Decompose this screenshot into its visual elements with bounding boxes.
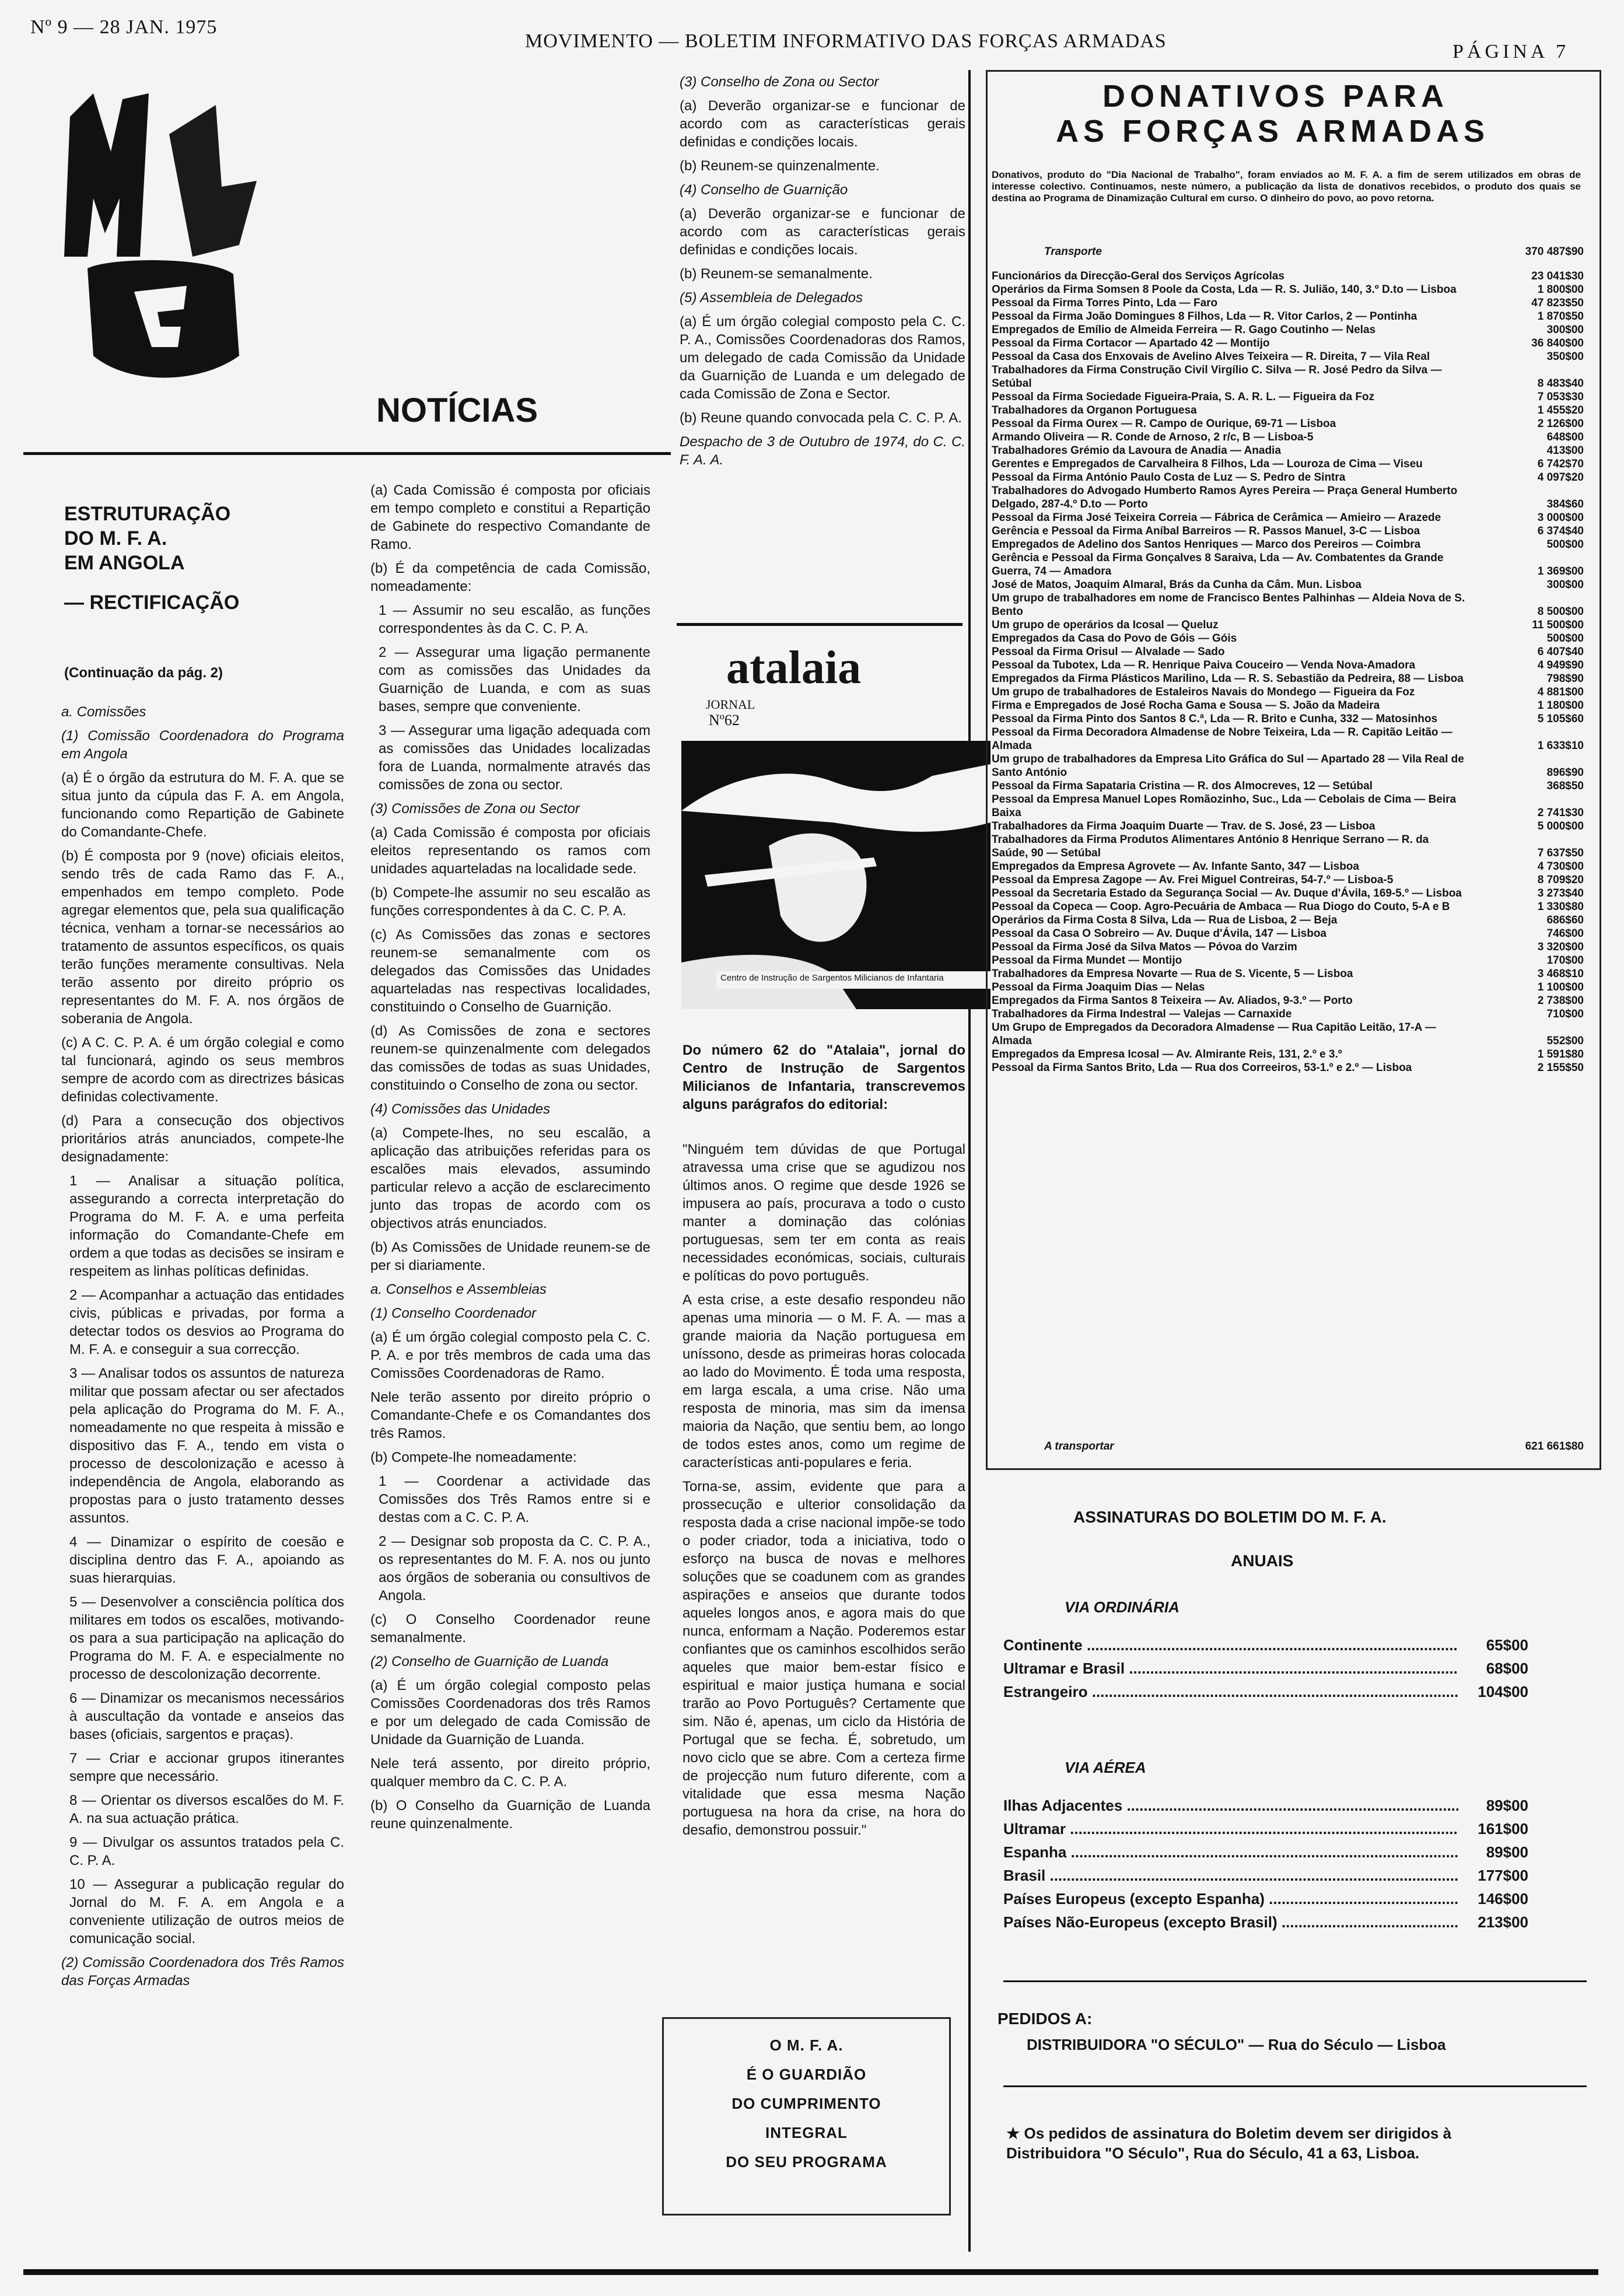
guardiao-line: DO SEU PROGRAMA <box>726 2153 887 2171</box>
article-paragraph: 5 — Desenvolver a consciência política dos militares em todos os escalões, motivando-os para a sua participação na aplicação do Programa do M. F. A. e especialmente no processo de descolonização decorrente. <box>69 1594 344 1682</box>
donation-row <box>992 860 1584 873</box>
transporte-label: Transporte <box>1044 246 1102 258</box>
article-title-line: EM ANGOLA <box>64 552 185 574</box>
via-ordinaria-heading: VIA ORDINÁRIA <box>1065 1598 1180 1616</box>
article-paragraph: 1 — Coordenar a actividade das Comissões dos Três Ramos entre si e destas com a C. C. P. A. <box>379 1474 650 1525</box>
donation-donor: Pessoal da Tubotex, Lda — R. Henrique Paiva Couceiro — Venda Nova-Amadora <box>992 659 1416 671</box>
donation-row <box>992 283 1584 296</box>
donation-donor: Pessoal da Casa dos Enxovais de Avelino Alves Teixeira — R. Direita, 7 — Vila Real <box>992 351 1430 363</box>
transportar-row <box>992 1440 1584 1453</box>
donation-amount: 500$00 <box>1546 538 1584 551</box>
price-value: 68$00 <box>1486 1660 1528 1677</box>
price-value: 65$00 <box>1486 1636 1528 1654</box>
donation-amount: 1 100$00 <box>1537 981 1584 993</box>
donation-donor: Pessoal da Secretaria Estado da Segurança Social — Av. Duque d'Ávila, 169-5.º — Lisboa <box>992 887 1462 900</box>
donation-row <box>992 337 1584 350</box>
donation-donor: Trabalhadores da Firma Produtos Alimentares António 8 Henrique Serrano — R. da Saúde, 90 — Setúbal <box>992 834 1429 859</box>
donation-donor: Gerentes e Empregados de Carvalheira 8 Filhos, Lda — Louroza de Cima — Viseu <box>992 458 1423 470</box>
donation-donor: Pessoal da Firma José da Silva Matos — Póvoa do Varzim <box>992 941 1297 953</box>
article-paragraph: Nele terão assento por direito próprio o Comandante-Chefe e os Comandantes dos três Ramos. <box>370 1390 650 1441</box>
article-paragraph: (d) As Comissões de zona e sectores reunem-se quinzenalmente com delegados das comissões de todas as suas Unidades, constituindo o Conselho de zona ou sector. <box>370 1023 650 1093</box>
price-row <box>1003 1657 1528 1680</box>
price-label: Brasil ..... <box>1003 1864 1458 1887</box>
donation-amount: 4 730$00 <box>1537 860 1584 873</box>
donation-donor: Pessoal da Copeca — Coop. Agro-Pecuária de Ambaca — Rua Diogo do Couto, 5-A e B <box>992 901 1450 913</box>
article-paragraph: (a) Deverão organizar-se e funcionar de acordo com as características gerais definidas e condições locais. <box>680 98 965 150</box>
donation-donor: Trabalhadores do Advogado Humberto Ramos Ayres Pereira — Praça General Humberto Delgado, 287-4.º D.to — Porto <box>992 485 1458 510</box>
donation-amount: 686$60 <box>1546 914 1584 926</box>
article-paragraph: (1) Comissão Coordenadora do Programa em Angola <box>61 728 344 762</box>
donation-donor: Pessoal da Firma Pinto dos Santos 8 C.ª, Lda — R. Brito e Cunha, 332 — Matosinhos <box>992 713 1438 725</box>
donation-row <box>992 1061 1584 1074</box>
atalaia-caption: Centro de Instrução de Sargentos Milicianos de Infantaria <box>720 973 944 983</box>
donation-row <box>992 578 1584 592</box>
donation-amount: 350$00 <box>1546 351 1584 363</box>
donation-row <box>992 430 1584 444</box>
pedidos-label: PEDIDOS A: <box>998 2010 1093 2028</box>
donation-row <box>992 471 1584 484</box>
donation-donor: Pessoal da Firma Orisul — Alvalade — Sado <box>992 646 1225 658</box>
article-paragraph: (a) É o órgão da estrutura do M. F. A. que se situa junto da cúpula das F. A. em Angola, funcionando como Repartição de Gabinete do Comandante-Chefe. <box>61 770 344 840</box>
donation-row <box>992 820 1584 833</box>
price-value: 89$00 <box>1486 1797 1528 1814</box>
donation-amount: 2 155$50 <box>1537 1062 1584 1074</box>
newspaper-title: MOVIMENTO — BOLETIM INFORMATIVO DAS FORÇAS ARMADAS <box>525 30 1167 52</box>
article-paragraph: (2) Conselho de Guarnição de Luanda <box>370 1654 609 1670</box>
price-value: 161$00 <box>1478 1820 1528 1838</box>
donation-amount: 11 500$00 <box>1532 619 1584 631</box>
donation-row <box>992 954 1584 967</box>
via-aerea-prices <box>1003 1794 1528 1934</box>
donation-amount: 7 053$30 <box>1537 391 1584 403</box>
article-paragraph: 10 — Assegurar a publicação regular do Jornal do M. F. A. em Angola e a conveniente utilização de outros meios de comunicação social. <box>69 1877 344 1947</box>
article-column-2 <box>370 481 650 1839</box>
article-paragraph: (c) O Conselho Coordenador reune semanalmente. <box>370 1612 650 1646</box>
donation-donor: Armando Oliveira — R. Conde de Arnoso, 2 r/c, B — Lisboa-5 <box>992 431 1314 443</box>
donation-row <box>992 551 1584 578</box>
donation-row <box>992 940 1584 954</box>
donation-amount: 2 126$00 <box>1537 418 1584 430</box>
donations-list <box>992 270 1584 1074</box>
donation-row <box>992 645 1584 659</box>
price-value: 146$00 <box>1478 1890 1528 1908</box>
donation-amount: 1 180$00 <box>1537 699 1584 712</box>
donation-donor: Pessoal da Firma Ourex — R. Campo de Ourique, 69-71 — Lisboa <box>992 418 1336 430</box>
article-paragraph: (b) Compete-lhe nomeadamente: <box>370 1450 577 1465</box>
donation-row <box>992 685 1584 699</box>
price-row <box>1003 1817 1528 1840</box>
article-paragraph: 8 — Orientar os diversos escalões do M. F. A. na sua actuação prática. <box>69 1793 344 1826</box>
bottom-edge-rule <box>23 2269 1598 2275</box>
atalaia-number: Nº62 <box>709 712 740 729</box>
donation-donor: Pessoal da Firma Santos Brito, Lda — Rua dos Correeiros, 53-1.º e 2.º — Lisboa <box>992 1062 1412 1074</box>
donation-row <box>992 484 1584 511</box>
donation-row <box>992 873 1584 887</box>
donation-row <box>992 927 1584 940</box>
donation-row <box>992 1048 1584 1061</box>
guardiao-line: É O GUARDIÃO <box>746 2066 867 2083</box>
donation-donor: Um Grupo de Empregados da Decoradora Almadense — Rua Capitão Leitão, 17-A — Almada <box>992 1021 1436 1047</box>
donation-donor: Gerência e Pessoal da Firma Aníbal Barreiros — R. Passos Manuel, 3-C — Lisboa <box>992 525 1420 537</box>
article-paragraph: a. Comissões <box>61 704 146 720</box>
donation-donor: Pessoal da Empresa Zagope — Av. Frei Miguel Contreiras, 54-7.º — Lisboa-5 <box>992 874 1394 886</box>
donation-amount: 648$00 <box>1546 431 1584 443</box>
article-paragraph: (1) Conselho Coordenador <box>370 1306 537 1321</box>
price-row <box>1003 1680 1528 1703</box>
donation-amount: 1 369$00 <box>1537 565 1584 578</box>
donation-donor: Um grupo de trabalhadores de Estaleiros Navais do Mondego — Figueira da Foz <box>992 686 1415 698</box>
donativos-title-line: AS FORÇAS ARMADAS <box>1056 114 1489 149</box>
atalaia-soldier-image <box>681 741 991 1009</box>
article-paragraph: (d) Para a consecução dos objectivos prioritários atrás anunciados, compete-lhe designadamente: <box>61 1113 344 1165</box>
price-label: Países Não-Europeus (excepto Brasil) ..... <box>1003 1910 1458 1934</box>
article-paragraph: 2 — Acompanhar a actuação das entidades civis, públicas e privadas, por forma a detectar todos os desvios ao Programa do M. F. A. e conseguir a sua correcção. <box>69 1287 344 1357</box>
atalaia-intro: Do número 62 do "Atalaia", jornal do Centro de Instrução de Sargentos Milicianos de Infantaria, transcrevemos alguns parágrafos do editorial: <box>682 1042 965 1112</box>
atalaia-masthead: atalaia <box>726 642 862 694</box>
price-row <box>1003 1794 1528 1817</box>
article-paragraph: Nele terá assento, por direito próprio, qualquer membro da C. C. P. A. <box>370 1756 650 1790</box>
donation-row <box>992 981 1584 994</box>
donation-amount: 8 709$20 <box>1537 874 1584 886</box>
donativos-title-line: DONATIVOS PARA <box>1102 79 1449 114</box>
donation-row <box>992 417 1584 430</box>
donation-row <box>992 404 1584 417</box>
donation-donor: Pessoal da Firma Sociedade Figueira-Praia, S. A. R. L. — Figueira da Foz <box>992 391 1375 403</box>
editorial-paragraph: A esta crise, a este desafio respondeu não apenas uma minoria — o M. F. A. — mas a grande maioria da Nação portuguesa em uníssono, desde as primeiras horas colocada ao lado do Movimento. É toda uma resposta, em larga escala, a uma crise. Não uma resposta de minoria, mas sim da imensa maioria da Nação, que sentiu bem, ao longo de todos estes anos, como um regime de características anti-populares e feria. <box>682 1292 965 1471</box>
article-paragraph: (b) Compete-lhe assumir no seu escalão as funções correspondentes à da C. C. P. A. <box>370 885 650 919</box>
donation-amount: 500$00 <box>1546 632 1584 645</box>
donativos-intro: Donativos, produto do "Dia Nacional de Trabalho", foram enviados ao M. F. A. a fim de serem utilizados em obras de interesse colectivo. Continuamos, neste número, a publicação da lista de donativos recebidos, o produto dos quais se destina ao Programa de Dinamização Cultural em curso. O dinheiro do povo, ao povo retorna. <box>992 169 1581 204</box>
article-paragraph: (b) Reunem-se quinzenalmente. <box>680 158 880 174</box>
article-paragraph: (3) Conselho de Zona ou Sector <box>680 74 879 90</box>
atalaia-jornal: JORNAL <box>706 697 755 712</box>
article-paragraph: 9 — Divulgar os assuntos tratados pela C. C. P. A. <box>69 1835 344 1868</box>
donation-amount: 2 741$30 <box>1537 807 1584 819</box>
donation-amount: 413$00 <box>1546 444 1584 457</box>
guardiao-line: DO CUMPRIMENTO <box>732 2095 881 2112</box>
donation-amount: 1 633$10 <box>1537 740 1584 752</box>
article-paragraph: (c) A C. C. P. A. é um órgão colegial e como tal funcionará, agindo os seus membros sempre de acordo com as directrizes básicas definidas colectivamente. <box>61 1035 344 1105</box>
price-value: 89$00 <box>1486 1843 1528 1861</box>
donation-amount: 1 330$80 <box>1537 901 1584 913</box>
donation-amount: 1 591$80 <box>1537 1048 1584 1060</box>
donation-row <box>992 618 1584 632</box>
guardiao-box <box>662 2017 951 2216</box>
mfa-logo-image <box>47 82 280 402</box>
guardiao-line: INTEGRAL <box>765 2124 848 2141</box>
section-rule <box>23 452 671 455</box>
article-paragraph: (b) O Conselho da Guarnição de Luanda reune quinzenalmente. <box>370 1798 650 1832</box>
donation-amount: 6 374$40 <box>1537 525 1584 537</box>
donation-amount: 4 949$90 <box>1537 659 1584 671</box>
donation-donor: Pessoal da Firma Torres Pinto, Lda — Faro <box>992 297 1218 309</box>
donation-row <box>992 592 1584 618</box>
donation-amount: 368$50 <box>1546 780 1584 792</box>
donation-donor: Operários da Firma Costa 8 Silva, Lda — Rua de Lisboa, 2 — Beja <box>992 914 1338 926</box>
donation-amount: 798$90 <box>1546 673 1584 685</box>
article-title-line: DO M. F. A. <box>64 527 167 550</box>
donation-row <box>992 457 1584 471</box>
donation-row <box>992 632 1584 645</box>
assinaturas-anuais: ANUAIS <box>1231 1552 1294 1570</box>
donation-donor: Pessoal da Firma José Teixeira Correia — Fábrica de Cerâmica — Amieiro — Arazede <box>992 512 1441 524</box>
transporte-row <box>992 245 1584 258</box>
donation-amount: 2 738$00 <box>1537 995 1584 1007</box>
article-paragraph: Despacho de 3 de Outubro de 1974, do C. C. F. A. A. <box>680 434 965 468</box>
donation-row <box>992 833 1584 860</box>
donation-row <box>992 350 1584 363</box>
donation-donor: Empregados da Firma Plásticos Marilino, Lda — R. S. Sebastião da Pedreira, 88 — Lisboa <box>992 673 1464 685</box>
article-paragraph: 1 — Analisar a situação política, assegurando a correcta interpretação do Programa do M. F. A. e uma perfeita informação do Comandante-Chefe em ordem a que todas as decisões se insiram e respeitem as linhas políticas definidas. <box>69 1173 344 1279</box>
section-rule <box>1003 2085 1587 2087</box>
donation-amount: 1 800$00 <box>1537 284 1584 296</box>
article-paragraph: (4) Comissões das Unidades <box>370 1101 551 1117</box>
issue-date: Nº 9 — 28 JAN. 1975 <box>30 16 218 38</box>
donation-row <box>992 659 1584 672</box>
price-label: Ilhas Adjacentes ..... <box>1003 1794 1458 1817</box>
donation-amount: 3 273$40 <box>1537 887 1584 900</box>
donation-row <box>992 390 1584 404</box>
donation-row <box>992 511 1584 524</box>
page-number: PÁGINA 7 <box>1452 41 1570 62</box>
donation-amount: 552$00 <box>1546 1035 1584 1047</box>
donation-amount: 8 500$00 <box>1537 606 1584 618</box>
distribuidora-line: DISTRIBUIDORA "O SÉCULO" — Rua do Século — Lisboa <box>1027 2036 1446 2053</box>
article-title-line: ESTRUTURAÇÃO <box>64 503 231 525</box>
donation-row <box>992 994 1584 1007</box>
donation-donor: Trabalhadores da Firma Construção Civil Virgílio C. Silva — R. José Pedro da Silva — Setúbal <box>992 364 1442 390</box>
price-label: Países Europeus (excepto Espanha) ..... <box>1003 1887 1458 1910</box>
price-label: Ultramar e Brasil ..... <box>1003 1657 1458 1680</box>
continuation-note: (Continuação da pág. 2) <box>64 665 223 681</box>
article-paragraph: 3 — Assegurar uma ligação adequada com as comissões das Unidades localizadas fora de Luanda, normalmente através das comissões de zona ou sector. <box>379 723 650 793</box>
donation-row <box>992 779 1584 793</box>
via-ordinaria-prices <box>1003 1633 1528 1703</box>
donation-amount: 1 870$50 <box>1537 310 1584 323</box>
donation-row <box>992 699 1584 712</box>
price-value: 213$00 <box>1478 1913 1528 1931</box>
article-paragraph: (a) Compete-lhes, no seu escalão, a aplicação das atribuições referidas para os escalões mais elevados, assumindo particular relevo a acção de esclarecimento junto das tropas de acordo com os objectivos atrás enunciados. <box>370 1125 650 1231</box>
article-paragraph: (a) Cada Comissão é composta por oficiais em tempo completo e constitui a Repartição de Gabinete do respectivo Comandante de Ramo. <box>370 482 650 552</box>
via-aerea-heading: VIA AÉREA <box>1065 1759 1146 1776</box>
donation-row <box>992 323 1584 337</box>
article-paragraph: (4) Conselho de Guarnição <box>680 182 848 198</box>
donation-donor: Trabalhadores Grémio da Lavoura de Anadia — Anadia <box>992 444 1281 457</box>
transportar-value: 621 661$80 <box>1525 1440 1584 1452</box>
donation-amount: 6 742$70 <box>1537 458 1584 470</box>
donation-amount: 384$60 <box>1546 498 1584 510</box>
article-paragraph: 4 — Dinamizar o espírito de coesão e disciplina dentro das F. A., apoiando as suas hierarquias. <box>69 1534 344 1586</box>
donation-donor: Funcionários da Direcção-Geral dos Serviços Agrícolas <box>992 270 1284 282</box>
donation-donor: Gerência e Pessoal da Firma Gonçalves 8 Saraiva, Lda — Av. Combatentes da Grande Guerra, 74 — Amadora <box>992 552 1444 578</box>
article-paragraph: (b) É da competência de cada Comissão, nomeadamente: <box>370 561 650 594</box>
editorial-paragraph: "Ninguém tem dúvidas de que Portugal atravessa uma crise que se agudizou nos últimos anos. O regime que desde 1926 se impusera ao país, procurava a todo o custo manter a dominação das colónias portuguesas, sem ter em conta as reais necessidades económicas, sociais, culturais e políticas do povo português. <box>682 1142 965 1284</box>
donation-amount: 300$00 <box>1546 579 1584 591</box>
assinaturas-title: ASSINATURAS DO BOLETIM DO M. F. A. <box>1073 1508 1387 1526</box>
donation-amount: 5 000$00 <box>1537 820 1584 832</box>
article-paragraph: (b) Reune quando convocada pela C. C. P. A. <box>680 410 962 426</box>
donation-row <box>992 914 1584 927</box>
donation-donor: Trabalhadores da Organon Portuguesa <box>992 404 1197 416</box>
article-paragraph: 2 — Assegurar uma ligação permanente com as comissões das Unidades da Guarnição de Luanda, e com as suas bases, sempre que conveniente. <box>379 645 650 715</box>
donation-row <box>992 752 1584 779</box>
price-value: 104$00 <box>1478 1683 1528 1700</box>
article-paragraph: 1 — Assumir no seu escalão, as funções correspondentes às da C. C. P. A. <box>379 603 650 636</box>
donation-donor: Trabalhadores da Empresa Novarte — Rua de S. Vicente, 5 — Lisboa <box>992 968 1353 980</box>
donation-row <box>992 524 1584 538</box>
article-subtitle: — RECTIFICAÇÃO <box>64 592 240 614</box>
donation-row <box>992 672 1584 685</box>
article-paragraph: (a) É um órgão colegial composto pela C. C. P. A. e por três membros de cada uma das Comissões Coordenadoras de Ramo. <box>370 1329 650 1381</box>
donation-row <box>992 1021 1584 1048</box>
donation-amount: 1 455$20 <box>1537 404 1584 416</box>
donation-donor: Pessoal da Firma Cortacor — Apartado 42 — Montijo <box>992 337 1270 349</box>
article-paragraph: (a) É um órgão colegial composto pela C. C. P. A., Comissões Coordenadoras dos Ramos, um delegado de cada Comissão da Unidade da Guarnição de Luanda e um delegado de cada Comissão de Zona e Sector. <box>680 314 965 402</box>
article-paragraph: (a) Deverão organizar-se e funcionar de acordo com as características gerais definidas e condições locais. <box>680 206 965 258</box>
donation-row <box>992 270 1584 283</box>
section-rule <box>677 623 963 626</box>
donation-row <box>992 712 1584 726</box>
donation-row <box>992 1007 1584 1021</box>
section-rule <box>1003 1980 1587 1982</box>
donation-amount: 36 840$00 <box>1531 337 1584 349</box>
article-paragraph: (b) É composta por 9 (nove) oficiais eleitos, sendo três de cada Ramo das F. A., empenhados em tempo completo. Pode agregar elementos que, pela sua qualificação técnica, venham a tornar-se necessários ao tratamento de assuntos específicos, os quais terão funções meramente consultivas. Nela terão assento por direito próprio os representantes do M. F. A. nos órgãos de soberania de Angola. <box>61 848 344 1027</box>
donation-row <box>992 887 1584 900</box>
donation-donor: Pessoal da Casa O Sobreiro — Av. Duque d'Ávila, 147 — Lisboa <box>992 928 1326 940</box>
price-label: Continente ..... <box>1003 1633 1458 1657</box>
donation-amount: 896$90 <box>1546 766 1584 779</box>
donation-amount: 746$00 <box>1546 928 1584 940</box>
price-row <box>1003 1840 1528 1864</box>
transporte-value: 370 487$90 <box>1525 246 1584 258</box>
donation-donor: Empregados da Firma Santos 8 Teixeira — Av. Aliados, 9-3.º — Porto <box>992 995 1353 1007</box>
donation-amount: 3 320$00 <box>1537 941 1584 953</box>
article-paragraph: a. Conselhos e Assembleias <box>370 1282 547 1297</box>
donation-donor: Pessoal da Firma Joaquim Dias — Nelas <box>992 981 1205 993</box>
column-divider <box>968 70 971 2252</box>
donation-amount: 4 881$00 <box>1537 686 1584 698</box>
donation-donor: Empregados da Empresa Icosal — Av. Almirante Reis, 131, 2.º e 3.º <box>992 1048 1342 1060</box>
price-label: Estrangeiro ..... <box>1003 1680 1458 1703</box>
price-row <box>1003 1887 1528 1910</box>
donation-row <box>992 900 1584 914</box>
donation-row <box>992 363 1584 390</box>
donation-amount: 6 407$40 <box>1537 646 1584 658</box>
article-paragraph: (3) Comissões de Zona ou Sector <box>370 801 580 817</box>
donation-donor: Empregados de Emílio de Almeida Ferreira — R. Gago Coutinho — Nelas <box>992 324 1376 336</box>
assinatura-note: ★ Os pedidos de assinatura do Boletim devem ser dirigidos à Distribuidora "O Século", Rua do Século, 41 a 63, Lisboa. <box>1006 2124 1452 2162</box>
article-paragraph: (5) Assembleia de Delegados <box>680 290 863 306</box>
donation-amount: 4 097$20 <box>1537 471 1584 484</box>
article-paragraph: (a) É um órgão colegial composto pelas Comissões Coordenadoras dos três Ramos e por um delegado de cada Comissão de Unidade da Guarnição de Luanda. <box>370 1678 650 1748</box>
donation-amount: 710$00 <box>1546 1008 1584 1020</box>
donation-donor: Um grupo de trabalhadores em nome de Francisco Bentes Palhinhas — Aldeia Nova de S. Bento <box>992 592 1465 618</box>
donation-row <box>992 310 1584 323</box>
donation-donor: Pessoal da Firma João Domingues 8 Filhos, Lda — R. Vitor Carlos, 2 — Pontinha <box>992 310 1418 323</box>
section-heading: NOTÍCIAS <box>376 391 538 429</box>
donativos-title <box>992 79 1592 149</box>
donation-amount: 3 000$00 <box>1537 512 1584 524</box>
donation-donor: Operários da Firma Somsen 8 Poole da Costa, Lda — R. S. Julião, 140, 3.º D.to — Lisboa <box>992 284 1457 296</box>
article-paragraph: (2) Comissão Coordenadora dos Três Ramos das Forças Armadas <box>61 1955 344 1989</box>
article-paragraph: (c) As Comissões das zonas e sectores reunem-se semanalmente com os delegados das Comissões das Unidades aquarteladas nas respectivas localidades, constituindo o Conselho de Guarnição. <box>370 927 650 1015</box>
article-paragraph: 3 — Analisar todos os assuntos de natureza militar que possam afectar ou ser afectados pela aplicação do Programa do M. F. A., nomeadamente no que respeita à missão e dispositivo das F. A., tendo em vista o processo de descolonização e acesso à independência de Angola, elaborando as propostas para o justo tratamento desses assuntos. <box>69 1366 344 1526</box>
donation-donor: Firma e Empregados de José Rocha Gama e Sousa — S. João da Madeira <box>992 699 1380 712</box>
donation-donor: Pessoal da Firma António Paulo Costa de Luz — S. Pedro de Sintra <box>992 471 1346 484</box>
donation-donor: Trabalhadores da Firma Indestral — Valejas — Carnaxide <box>992 1008 1292 1020</box>
article-paragraph: (b) As Comissões de Unidade reunem-se de per si diariamente. <box>370 1240 650 1273</box>
price-row <box>1003 1633 1528 1657</box>
donation-donor: Empregados de Adelino dos Santos Henriques — Marco dos Pereiros — Coimbra <box>992 538 1421 551</box>
donation-row <box>992 296 1584 310</box>
atalaia-editorial <box>682 1140 965 1845</box>
article-paragraph: (a) Cada Comissão é composta por oficiais eleitos representando os ramos com unidades aquarteladas na localidade sede. <box>370 825 650 877</box>
donation-amount: 3 468$10 <box>1537 968 1584 980</box>
donation-donor: Empregados da Casa do Povo de Góis — Góis <box>992 632 1237 645</box>
donation-row <box>992 726 1584 752</box>
donation-donor: Empregados da Empresa Agrovete — Av. Infante Santo, 347 — Lisboa <box>992 860 1359 873</box>
article-paragraph: 6 — Dinamizar os mecanismos necessários à auscultação da vontade e anseios das bases (oficiais, sargentos e praças). <box>69 1690 344 1742</box>
donation-donor: Trabalhadores da Firma Joaquim Duarte — Trav. de S. José, 23 — Lisboa <box>992 820 1376 832</box>
price-label: Espanha ..... <box>1003 1840 1458 1864</box>
article-column-1 <box>61 703 344 1996</box>
price-row <box>1003 1910 1528 1934</box>
donation-donor: Pessoal da Firma Sapataria Cristina — R. dos Almocreves, 12 — Setúbal <box>992 780 1373 792</box>
article-column-3 <box>680 73 965 475</box>
donation-amount: 5 105$60 <box>1537 713 1584 725</box>
article-paragraph: 2 — Designar sob proposta da C. C. P. A., os representantes do M. F. A. nos ou junto aos órgãos de soberania ou consultivos de Angola. <box>379 1534 650 1604</box>
price-row <box>1003 1864 1528 1887</box>
donation-row <box>992 967 1584 981</box>
donation-donor: Um grupo de operários da Icosal — Queluz <box>992 619 1219 631</box>
donation-amount: 23 041$30 <box>1531 270 1584 282</box>
price-label: Ultramar ..... <box>1003 1817 1458 1840</box>
donation-amount: 8 483$40 <box>1537 377 1584 390</box>
donation-row <box>992 538 1584 551</box>
donation-donor: Pessoal da Firma Decoradora Almadense de Nobre Teixeira, Lda — R. Capitão Leitão — Almada <box>992 726 1452 752</box>
donation-row <box>992 444 1584 457</box>
donation-amount: 47 823$50 <box>1531 297 1584 309</box>
donation-donor: Pessoal da Firma Mundet — Montijo <box>992 954 1182 967</box>
transportar-label: A transportar <box>1044 1440 1114 1452</box>
donation-row <box>992 793 1584 820</box>
editorial-paragraph: Torna-se, assim, evidente que para a prossecução e ulterior consolidação da resposta dada a crise nacional impõe-se todo o poder criador, toda a iniciativa, todo o esforço na busca de novas e melhores soluções que se coadunem com as grandes aspirações e anseios que durante todos aqueles longos anos, e agora mais do que nunca, enformam a Nação. Poderemos estar confiantes que os caminhos escolhidos serão aqueles que maior bem-estar físico e espiritual e maior justiça humana e social trarão ao Povo Português? Certamente que sim. Não é, apenas, um ciclo da História de Portugal que se fecha. É, sobretudo, um novo ciclo que se abre. Com a certeza firme de projecção num futuro diferente, com a vitalidade que essa mesma Nação portuguesa na hora da crise, na hora do desafio, demonstrou possuir." <box>682 1479 965 1838</box>
price-value: 177$00 <box>1478 1867 1528 1884</box>
donation-donor: José de Matos, Joaquim Almaral, Brás da Cunha da Câm. Mun. Lisboa <box>992 579 1362 591</box>
guardiao-line: O M. F. A. <box>769 2036 844 2054</box>
donation-amount: 170$00 <box>1546 954 1584 967</box>
article-title <box>64 502 239 615</box>
article-paragraph: 7 — Criar e accionar grupos itinerantes sempre que necessário. <box>69 1751 344 1784</box>
donation-amount: 7 637$50 <box>1537 847 1584 859</box>
donation-donor: Um grupo de trabalhadores da Empresa Lito Gráfica do Sul — Apartado 28 — Vila Real de Santo António <box>992 753 1464 779</box>
donation-amount: 300$00 <box>1546 324 1584 336</box>
donation-donor: Pessoal da Empresa Manuel Lopes Romãozinho, Suc., Lda — Cebolais de Cima — Beira Baixa <box>992 793 1457 819</box>
article-paragraph: (b) Reunem-se semanalmente. <box>680 266 873 282</box>
